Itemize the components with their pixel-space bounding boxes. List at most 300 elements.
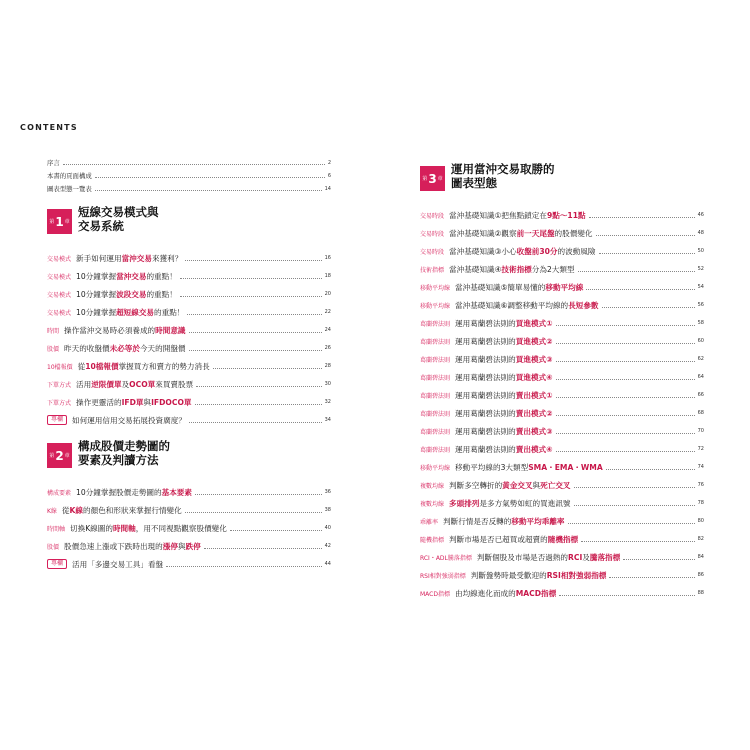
page-number: 88 (697, 590, 704, 596)
toc-left-column (47, 156, 331, 573)
entry-title: 序言 (47, 159, 60, 167)
entry-tag: 下單方式 (47, 381, 72, 389)
page-number: 78 (697, 500, 704, 506)
toc-right-column (420, 162, 704, 602)
page-number: 14 (324, 185, 331, 192)
entry-title (455, 336, 553, 347)
entry-tag: 複數均線 (420, 500, 445, 508)
entry-tag: 時間軸 (47, 525, 66, 533)
entry-tag: 移動平均線 (420, 284, 451, 292)
entry-tag: 交易時段 (420, 230, 445, 238)
entry-tag: 構成要素 (47, 489, 72, 497)
toc-entry (420, 476, 704, 494)
toc-entry (47, 339, 331, 357)
dot-leader (195, 494, 322, 495)
dot-leader (166, 566, 321, 567)
chapter-title-line: 短線交易模式與 (78, 205, 159, 219)
highlight-text: MACD指標 (515, 588, 557, 598)
highlight-text: 買進模式④ (515, 372, 553, 382)
entry-tag: RCI・ADL騰落指標 (420, 554, 472, 562)
entry-tag: 葛蘭碧法則 (420, 446, 451, 454)
entry-text: 是多方氣勢如虹的買進訊號 (479, 498, 571, 508)
entry-title (78, 361, 210, 372)
page-number: 66 (697, 392, 704, 398)
entry-title (76, 253, 182, 264)
page-number: 72 (697, 446, 704, 452)
toc-entry (420, 440, 704, 458)
entry-text: 運用葛蘭碧法則的 (455, 444, 516, 454)
highlight-text: 買進模式① (515, 318, 553, 328)
toc-entry (47, 501, 331, 519)
page-number: 64 (697, 374, 704, 380)
chapter-header (47, 439, 331, 479)
entry-text: 及 (582, 552, 590, 562)
highlight-text: RSI相對強弱指標 (546, 570, 607, 580)
page-number: 46 (697, 212, 704, 218)
entry-text: 10分鐘掌握 (76, 271, 117, 281)
entry-tag: 乖離率 (420, 518, 439, 526)
dot-leader (180, 278, 322, 279)
toc-entry (420, 584, 704, 602)
entry-text: 當沖基礎知識⑥調整移動平均線的 (455, 300, 569, 310)
dot-leader (213, 368, 322, 369)
entry-title (455, 426, 553, 437)
page-number: 54 (697, 284, 704, 290)
entry-text: 運用葛蘭碧法則的 (455, 372, 516, 382)
page-number: 80 (697, 518, 704, 524)
entry-text: 當沖基礎知識②觀察 (449, 228, 517, 238)
page-number: 22 (324, 309, 331, 315)
entry-tag: 葛蘭碧法則 (420, 392, 451, 400)
entry-tag: 葛蘭碧法則 (420, 356, 451, 364)
chapter-title (78, 205, 159, 233)
entry-title (449, 498, 571, 509)
chapter-title-line: 要素及判讀方法 (78, 453, 159, 467)
entry-tag: 移動平均線 (420, 464, 451, 472)
entry-tag: 專欄 (47, 559, 67, 569)
entry-text: 活用「多邊交易工具」看盤 (72, 559, 164, 569)
dot-leader (556, 343, 695, 344)
dot-leader (196, 386, 321, 387)
entry-text: 10分鐘掌握 (76, 307, 117, 317)
highlight-text: 賣出模式① (515, 390, 553, 400)
page-number: 86 (697, 572, 704, 578)
page-number: 82 (697, 536, 704, 542)
dot-leader (189, 350, 322, 351)
entry-text: 運用葛蘭碧法則的 (455, 336, 516, 346)
entry-tag: 交易模式 (47, 291, 72, 299)
entry-text: 操作當沖交易時必須養成的 (64, 325, 156, 335)
page-number: 36 (324, 489, 331, 495)
entry-text: 從 (61, 505, 70, 515)
chapter-header (420, 162, 704, 202)
entry-title (455, 354, 553, 365)
highlight-text: 基本要素 (161, 487, 192, 497)
chapter-title-line: 運用當沖交易取勝的 (451, 162, 555, 176)
dot-leader (556, 433, 695, 434)
dot-leader (568, 523, 695, 524)
entry-text: 新手如何運用 (76, 253, 122, 263)
entry-text: 今天的開盤價 (139, 343, 186, 353)
entry-tag: 10檔報價 (47, 363, 73, 371)
toc-entry (420, 350, 704, 368)
toc-entry (420, 296, 704, 314)
entry-text: 股價急速上漲或下跌時出現的 (64, 541, 163, 551)
dot-leader (185, 512, 322, 513)
highlight-text: 跌停 (185, 541, 201, 551)
entry-tag: 專欄 (47, 415, 67, 425)
toc-entry (47, 156, 331, 169)
entry-title (76, 397, 191, 408)
toc-entry (47, 321, 331, 339)
entry-text: 由均線進化而成的 (455, 588, 516, 598)
toc-entry (47, 393, 331, 411)
highlight-text: 多頭排列 (449, 498, 480, 508)
highlight-text: 移動平均線 (545, 282, 584, 292)
chapter-title-line: 圖表型態 (451, 176, 497, 190)
entry-title (455, 372, 553, 383)
entry-text: 判斷盤勢時最受歡迎的 (470, 570, 547, 580)
entry-title (455, 390, 553, 401)
toc-entry (420, 458, 704, 476)
entry-text: 運用葛蘭碧法則的 (455, 408, 516, 418)
highlight-text: 前一天尾盤 (516, 228, 555, 238)
entry-text: 昨天的收盤價 (64, 343, 110, 353)
entry-title (449, 480, 571, 491)
entry-title (455, 444, 553, 455)
entry-text: 運用葛蘭碧法則的 (455, 354, 516, 364)
dot-leader (606, 469, 695, 470)
chapter-number: 2 (55, 448, 64, 463)
entry-text: 移動平均線的3大類型 (455, 462, 529, 472)
highlight-text: 10檔報價 (85, 361, 119, 371)
toc-entry (47, 169, 331, 182)
entry-text: 的重點！ (146, 271, 177, 281)
entry-title (443, 516, 565, 527)
chapter-badge (420, 166, 445, 191)
chapter-suffix: 章 (64, 453, 70, 459)
entry-tag: K線 (47, 507, 57, 515)
dot-leader (230, 530, 322, 531)
dot-leader (559, 595, 694, 596)
highlight-text: 未必等於 (109, 343, 140, 353)
toc-entry (47, 303, 331, 321)
page-number: 62 (697, 356, 704, 362)
highlight-text: 時間軸 (112, 523, 136, 533)
dot-leader (189, 332, 322, 333)
entry-text: 的重點！ (146, 289, 177, 299)
highlight-text: 黃金交叉 (502, 480, 533, 490)
toc-entry (420, 332, 704, 350)
chapter-suffix: 章 (64, 219, 70, 225)
toc-entry (420, 278, 704, 296)
dot-leader (623, 559, 694, 560)
entry-title (76, 289, 177, 300)
page-number: 74 (697, 464, 704, 470)
toc-entry (47, 483, 331, 501)
chapter-badge (47, 443, 72, 468)
entry-text: 的波動風險 (557, 246, 596, 256)
toc-entry (420, 260, 704, 278)
toc-entry (420, 206, 704, 224)
entry-text: 如何運用信用交易拓展投資廣度？ (72, 415, 186, 425)
toc-entry (420, 548, 704, 566)
highlight-text: IFDOCO單 (151, 397, 192, 407)
entry-tag: RSI相對強弱指標 (420, 572, 466, 580)
entry-title (449, 264, 575, 275)
entry-text: 掌握買方和賣方的勢力消長 (118, 361, 210, 371)
entry-tag: 技術指標 (420, 266, 445, 274)
highlight-text: 技術指標 (501, 264, 532, 274)
entry-title: 本書的頁面構成 (47, 172, 92, 180)
chapter-prefix: 第 (49, 219, 55, 225)
page-number: 58 (697, 320, 704, 326)
entry-title (76, 487, 192, 498)
toc-entry (47, 267, 331, 285)
dot-leader (609, 577, 694, 578)
page-number: 16 (324, 255, 331, 261)
toc-entry (47, 182, 331, 195)
dot-leader (95, 190, 322, 191)
entry-text: 判斷行情是否反轉的 (443, 516, 512, 526)
entry-title (72, 559, 163, 570)
entry-title (449, 210, 586, 221)
dot-leader (556, 325, 695, 326)
entry-text: 當沖基礎知識①把焦點鎖定在 (449, 210, 547, 220)
toc-entry (420, 404, 704, 422)
dot-leader (556, 451, 695, 452)
dot-leader (596, 235, 695, 236)
entry-title (449, 228, 593, 239)
page-number: 44 (324, 561, 331, 567)
entry-title (455, 318, 553, 329)
entry-text: 運用葛蘭碧法則的 (455, 318, 516, 328)
dot-leader (589, 217, 695, 218)
entry-text: 的顏色和形狀來掌握行情變化 (83, 505, 182, 515)
chapter-number: 3 (428, 171, 437, 186)
entry-text: 當沖基礎知識⑤簡單易懂的 (455, 282, 546, 292)
highlight-text: 長短參數 (568, 300, 599, 310)
chapter-title (78, 439, 170, 467)
dot-leader (185, 260, 321, 261)
chapter-prefix: 第 (49, 453, 55, 459)
entry-tag: 交易模式 (47, 273, 72, 281)
entry-tag: 交易模式 (47, 309, 72, 317)
dot-leader (204, 548, 322, 549)
page-number: 28 (324, 363, 331, 369)
highlight-text: 騰落指標 (589, 552, 621, 562)
chapter-title-line: 構成股價走勢圖的 (78, 439, 170, 453)
highlight-text: 賣出模式③ (515, 426, 553, 436)
highlight-text: 死亡交叉 (540, 480, 571, 490)
dot-leader (602, 307, 695, 308)
entry-text: 當沖基礎知識③小心 (449, 246, 517, 256)
chapter-title-line: 交易系統 (78, 219, 124, 233)
toc-entry (420, 386, 704, 404)
page-number: 84 (697, 554, 704, 560)
entry-tag: 葛蘭碧法則 (420, 338, 451, 346)
entry-tag: 隨機指標 (420, 536, 445, 544)
highlight-text: 賣出模式④ (515, 444, 553, 454)
dot-leader (63, 164, 325, 165)
entry-title (471, 570, 607, 581)
entry-text: 與 (532, 480, 541, 490)
highlight-text: 當沖交易 (116, 271, 147, 281)
page-number: 76 (697, 482, 704, 488)
entry-text: 運用葛蘭碧法則的 (455, 390, 516, 400)
entry-title: 圖表型態一覽表 (47, 185, 92, 193)
entry-text: 來買賣股票 (155, 379, 194, 389)
entry-text: 的重點！ (154, 307, 185, 317)
entry-text: 判斷市場是否已超買或超賣的 (449, 534, 548, 544)
toc-entry (47, 249, 331, 267)
entry-tag: 交易時段 (420, 212, 445, 220)
entry-title (72, 415, 186, 426)
dot-leader (95, 177, 325, 178)
toc-entry (47, 285, 331, 303)
page-number: 2 (327, 159, 331, 166)
dot-leader (586, 289, 694, 290)
toc-entry (420, 224, 704, 242)
entry-text: 及 (121, 379, 130, 389)
toc-entry (47, 537, 331, 555)
entry-text: 來獲利？ (151, 253, 183, 263)
entry-text: 從 (77, 361, 86, 371)
page-number: 48 (697, 230, 704, 236)
page-number: 60 (697, 338, 704, 344)
entry-title (62, 505, 182, 516)
entry-tag: 交易模式 (47, 255, 72, 263)
entry-text: 當沖基礎知識④ (449, 264, 502, 274)
toc-entry (47, 411, 331, 429)
entry-title (455, 588, 556, 599)
highlight-text: RCI (568, 552, 583, 562)
toc-entry (420, 422, 704, 440)
entry-tag: MACD指標 (420, 590, 450, 598)
highlight-text: 漲停 (162, 541, 178, 551)
highlight-text: 當沖交易 (121, 253, 152, 263)
entry-title (64, 343, 186, 354)
page-number: 52 (697, 266, 704, 272)
entry-title (76, 307, 184, 318)
entry-tag: 葛蘭碧法則 (420, 410, 451, 418)
entry-text: 判斷多空轉折的 (449, 480, 503, 490)
toc-entry (420, 530, 704, 548)
entry-title (477, 552, 620, 563)
page-number: 38 (324, 507, 331, 513)
entry-text: 與 (177, 541, 186, 551)
dot-leader (556, 415, 695, 416)
highlight-text: IFD單 (121, 397, 144, 407)
page-number: 20 (324, 291, 331, 297)
dot-leader (189, 422, 322, 423)
toc-entry (420, 494, 704, 512)
chapter-title (451, 162, 555, 190)
contents-heading: CONTENTS (20, 123, 78, 132)
entry-title (76, 379, 193, 390)
page-number: 32 (324, 399, 331, 405)
toc-entry (420, 512, 704, 530)
highlight-text: 移動平均乖離率 (511, 516, 565, 526)
page-number: 56 (697, 302, 704, 308)
toc-entry (420, 314, 704, 332)
page-number: 6 (327, 172, 331, 179)
page-number: 40 (324, 525, 331, 531)
entry-tag: 葛蘭碧法則 (420, 374, 451, 382)
entry-title (70, 523, 227, 534)
entry-title (76, 271, 177, 282)
dot-leader (599, 253, 695, 254)
toc-entry (420, 566, 704, 584)
toc-entry (420, 368, 704, 386)
entry-title (455, 408, 553, 419)
highlight-text: K線 (69, 505, 84, 515)
highlight-text: 超短線交易 (116, 307, 155, 317)
chapter-suffix: 章 (437, 176, 443, 182)
chapter-prefix: 第 (422, 176, 428, 182)
entry-title (64, 541, 201, 552)
toc-entry (47, 519, 331, 537)
entry-tag: 移動平均線 (420, 302, 451, 310)
dot-leader (187, 314, 321, 315)
entry-text: 操作更靈活的 (76, 397, 122, 407)
highlight-text: 賣出模式② (515, 408, 553, 418)
entry-text: 判斷個股及市場是否過熱的 (476, 552, 569, 562)
entry-title (449, 246, 595, 257)
highlight-text: 9點～11點 (546, 210, 586, 220)
dot-leader (556, 379, 695, 380)
entry-title (455, 300, 599, 311)
entry-text: 切換K線圖的 (70, 523, 113, 533)
page-number: 68 (697, 410, 704, 416)
page-number: 18 (324, 273, 331, 279)
toc-entry (420, 242, 704, 260)
toc-entry (47, 555, 331, 573)
entry-tag: 複數均線 (420, 482, 445, 490)
entry-tag: 股價 (47, 543, 60, 551)
highlight-text: SMA・EMA・WMA (528, 462, 603, 472)
highlight-text: 收盤前30分 (516, 246, 558, 256)
page-number: 30 (324, 381, 331, 387)
highlight-text: 波段交易 (116, 289, 147, 299)
toc-entry (47, 357, 331, 375)
highlight-text: 時間意識 (155, 325, 186, 335)
entry-tag: 時間 (47, 327, 60, 335)
highlight-text: 逆限價單 (91, 379, 122, 389)
entry-title (455, 462, 603, 473)
dot-leader (574, 505, 695, 506)
entry-text: 運用葛蘭碧法則的 (455, 426, 516, 436)
entry-tag: 交易時段 (420, 248, 445, 256)
entry-text: 與 (143, 397, 152, 407)
highlight-text: 買進模式③ (515, 354, 553, 364)
entry-text: 10分鐘掌握 (76, 289, 117, 299)
entry-text: 活用 (76, 379, 92, 389)
chapter-header (47, 205, 331, 245)
dot-leader (195, 404, 322, 405)
page-number: 42 (324, 543, 331, 549)
page-number: 34 (324, 417, 331, 423)
chapter-badge (47, 209, 72, 234)
entry-tag: 葛蘭碧法則 (420, 320, 451, 328)
page-number: 26 (324, 345, 331, 351)
entry-tag: 股價 (47, 345, 60, 353)
dot-leader (556, 397, 695, 398)
dot-leader (556, 361, 695, 362)
highlight-text: 買進模式② (515, 336, 553, 346)
page-number: 24 (324, 327, 331, 333)
entry-title (455, 282, 583, 293)
